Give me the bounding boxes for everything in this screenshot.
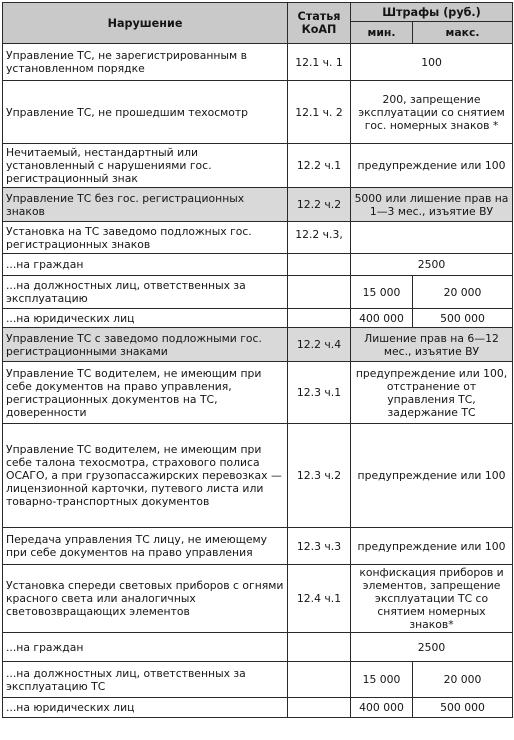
- violation-text: Управление ТС водителем, не имеющим при себе документов на право управления, регистрационных документов на ТС, доверенности: [3, 362, 288, 424]
- table-row: [3, 222, 513, 254]
- fine-cell: 2500: [351, 633, 513, 662]
- fine-cell: 5000 или лишение прав на 1—3 мес., изъятие ВУ: [351, 188, 513, 222]
- article-cell: 12.3 ч.3: [288, 528, 351, 565]
- article-cell: 12.4 ч.1: [288, 565, 351, 633]
- article-cell: 12.2 ч.1: [288, 144, 351, 188]
- fine-cell: [351, 222, 513, 254]
- fine-cell: Лишение прав на 6—12 мес., изъятие ВУ: [351, 328, 513, 362]
- table-row: [3, 309, 513, 328]
- fine-cell: 2500: [351, 254, 513, 276]
- violation-text: Нечитаемый, нестандартный или установленный с нарушениями гос. регистрационный знак: [3, 144, 288, 188]
- violation-text: ...на юридических лиц: [3, 309, 288, 328]
- article-cell: [288, 254, 351, 276]
- fine-min: 400 000: [351, 309, 413, 328]
- fine-min: 400 000: [351, 698, 413, 718]
- article-cell: 12.1 ч. 2: [288, 81, 351, 144]
- header-max: макс.: [413, 22, 513, 44]
- violation-text: Управление ТС с заведомо подложными гос. регистрационными знаками: [3, 328, 288, 362]
- table-row: [3, 362, 513, 424]
- table-row: [3, 424, 513, 528]
- violation-text: Управление ТС без гос. регистрационных знаков: [3, 188, 288, 222]
- fine-cell: предупреждение или 100: [351, 144, 513, 188]
- fine-min: 15 000: [351, 662, 413, 698]
- fine-min: 15 000: [351, 276, 413, 309]
- fine-max: 20 000: [413, 276, 513, 309]
- table-row: [3, 633, 513, 662]
- fine-max: 20 000: [413, 662, 513, 698]
- article-cell: [288, 309, 351, 328]
- table-row: [3, 188, 513, 222]
- table-row: [3, 81, 513, 144]
- header-article: Статья КоАП: [288, 3, 351, 44]
- article-cell: [288, 698, 351, 718]
- fine-cell: предупреждение или 100: [351, 528, 513, 565]
- violation-text: ...на должностных лиц, ответственных за эксплуатацию ТС: [3, 662, 288, 698]
- table-row: [3, 662, 513, 698]
- table-row: [3, 528, 513, 565]
- article-cell: 12.3 ч.1: [288, 362, 351, 424]
- article-cell: 12.2 ч.2: [288, 188, 351, 222]
- table-row: [3, 44, 513, 81]
- article-cell: [288, 276, 351, 309]
- article-cell: 12.2 ч.3,: [288, 222, 351, 254]
- violation-text: Установка на ТС заведомо подложных гос. регистрационных знаков: [3, 222, 288, 254]
- fine-cell: 200, запрещение эксплуатации со снятием гос. номерных знаков *: [351, 81, 513, 144]
- fine-cell: предупреждение или 100, отстранение от управления ТС, задержание ТС: [351, 362, 513, 424]
- violation-text: ...на юридических лиц: [3, 698, 288, 718]
- fine-cell: предупреждение или 100: [351, 424, 513, 528]
- article-cell: [288, 633, 351, 662]
- fine-cell: 100: [351, 44, 513, 81]
- header-violation: Нарушение: [3, 3, 288, 44]
- fine-cell: конфискация приборов и элементов, запрещение эксплуатации ТС со снятием номерных знаков*: [351, 565, 513, 633]
- article-cell: 12.3 ч.2: [288, 424, 351, 528]
- violation-text: ...на должностных лиц, ответственных за эксплуатацию: [3, 276, 288, 309]
- table-row: [3, 254, 513, 276]
- violation-text: ...на граждан: [3, 633, 288, 662]
- table-row: [3, 698, 513, 718]
- article-cell: 12.1 ч. 1: [288, 44, 351, 81]
- fines-table: [2, 2, 513, 718]
- header-fines: Штрафы (руб.): [351, 3, 513, 22]
- table-row: [3, 144, 513, 188]
- violation-text: Управление ТС водителем, не имеющим при себе талона техосмотра, страхового полиса ОСАГО, а при грузопассажирских перевозках — лицензионной карточки, путевого листа или товарно-транспортных документов: [3, 424, 288, 528]
- table-row: [3, 328, 513, 362]
- article-cell: [288, 662, 351, 698]
- violation-text: Установка спереди световых приборов с огнями красного света или аналогичных световозвращающих элементов: [3, 565, 288, 633]
- table-row: [3, 276, 513, 309]
- violation-text: Управление ТС, не зарегистрированным в установленном порядке: [3, 44, 288, 81]
- fine-max: 500 000: [413, 309, 513, 328]
- violation-text: ...на граждан: [3, 254, 288, 276]
- table-row: [3, 565, 513, 633]
- violation-text: Управление ТС, не прошедшим техосмотр: [3, 81, 288, 144]
- header-min: мин.: [351, 22, 413, 44]
- violation-text: Передача управления ТС лицу, не имеющему при себе документов на право управления: [3, 528, 288, 565]
- article-cell: 12.2 ч.4: [288, 328, 351, 362]
- fine-max: 500 000: [413, 698, 513, 718]
